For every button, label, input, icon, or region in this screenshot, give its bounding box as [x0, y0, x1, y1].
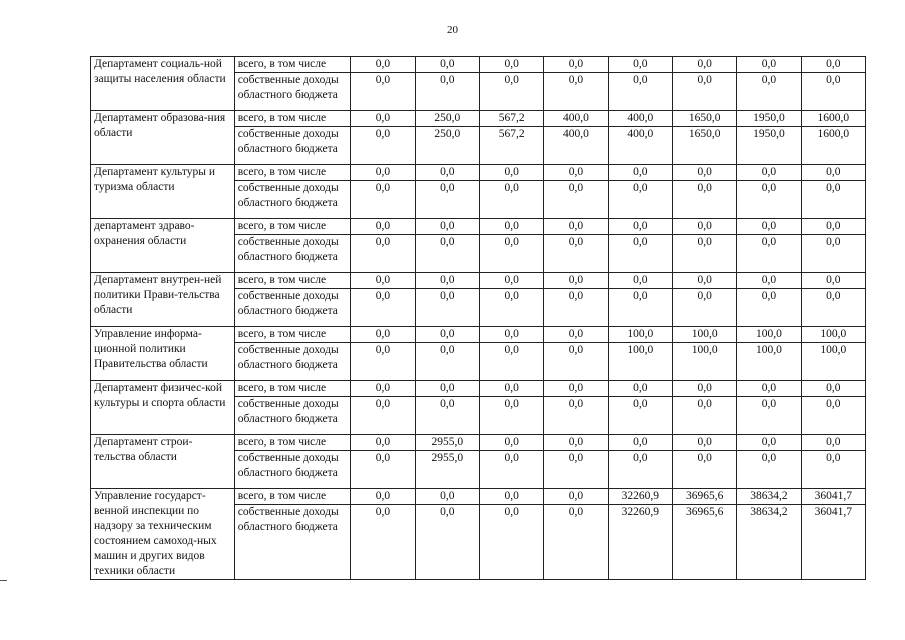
total-value-cell: 567,2 [479, 111, 543, 127]
own-income-value-cell: 0,0 [608, 181, 672, 219]
own-income-value-cell: 0,0 [479, 397, 543, 435]
total-value-cell: 0,0 [544, 219, 608, 235]
total-value-cell: 0,0 [672, 219, 736, 235]
total-value-cell: 0,0 [415, 57, 479, 73]
own-income-value-cell: 2955,0 [415, 451, 479, 489]
own-income-value-cell: 400,0 [608, 127, 672, 165]
total-label: всего, в том числе [234, 111, 351, 127]
total-value-cell: 1650,0 [672, 111, 736, 127]
total-value-cell: 0,0 [672, 57, 736, 73]
total-value-cell: 0,0 [351, 111, 415, 127]
total-value-cell: 0,0 [351, 435, 415, 451]
total-value-cell: 0,0 [351, 57, 415, 73]
own-income-label: собственные доходы областного бюджета [234, 451, 351, 489]
own-income-value-cell: 0,0 [351, 289, 415, 327]
total-value-cell: 0,0 [737, 381, 801, 397]
own-income-value-cell: 0,0 [351, 397, 415, 435]
total-value-cell: 0,0 [479, 57, 543, 73]
own-income-value-cell: 100,0 [801, 343, 865, 381]
total-value-cell: 0,0 [544, 327, 608, 343]
department-name: Департамент внутрен-ней политики Прави-тельства области [91, 273, 235, 327]
total-value-cell: 0,0 [544, 381, 608, 397]
own-income-value-cell: 250,0 [415, 127, 479, 165]
own-income-label: собственные доходы областного бюджета [234, 181, 351, 219]
total-value-cell: 400,0 [608, 111, 672, 127]
total-label: всего, в том числе [234, 273, 351, 289]
total-value-cell: 0,0 [544, 57, 608, 73]
table-row [91, 435, 866, 451]
own-income-value-cell: 0,0 [544, 181, 608, 219]
total-value-cell: 0,0 [544, 489, 608, 505]
table-row [91, 381, 866, 397]
department-name: Департамент культуры и туризма области [91, 165, 235, 219]
page-number: 20 [447, 24, 458, 36]
own-income-value-cell: 32260,9 [608, 505, 672, 580]
total-label: всего, в том числе [234, 327, 351, 343]
own-income-value-cell: 0,0 [608, 397, 672, 435]
own-income-value-cell: 1650,0 [672, 127, 736, 165]
total-value-cell: 0,0 [672, 435, 736, 451]
total-label: всего, в том числе [234, 435, 351, 451]
table-row [91, 273, 866, 289]
department-name: Департамент строи-тельства области [91, 435, 235, 489]
own-income-value-cell: 0,0 [672, 73, 736, 111]
department-name: Департамент социаль-ной защиты населения области [91, 57, 235, 111]
own-income-value-cell: 0,0 [544, 73, 608, 111]
margin-mark [0, 580, 7, 581]
total-value-cell: 0,0 [415, 381, 479, 397]
total-value-cell: 0,0 [608, 273, 672, 289]
total-label: всего, в том числе [234, 489, 351, 505]
table-row [91, 165, 866, 181]
own-income-value-cell: 0,0 [351, 343, 415, 381]
own-income-value-cell: 0,0 [479, 73, 543, 111]
total-value-cell: 0,0 [479, 489, 543, 505]
own-income-label: собственные доходы областного бюджета [234, 73, 351, 111]
own-income-value-cell: 0,0 [801, 289, 865, 327]
total-value-cell: 400,0 [544, 111, 608, 127]
total-value-cell: 0,0 [801, 57, 865, 73]
total-value-cell: 32260,9 [608, 489, 672, 505]
own-income-value-cell: 0,0 [737, 397, 801, 435]
own-income-value-cell: 36965,6 [672, 505, 736, 580]
own-income-value-cell: 0,0 [608, 289, 672, 327]
department-name: департамент здраво-охранения области [91, 219, 235, 273]
table-row [91, 111, 866, 127]
department-name: Департамент образова-ния области [91, 111, 235, 165]
total-label: всего, в том числе [234, 57, 351, 73]
total-value-cell: 36041,7 [801, 489, 865, 505]
total-value-cell: 0,0 [479, 435, 543, 451]
total-value-cell: 0,0 [544, 165, 608, 181]
own-income-value-cell: 567,2 [479, 127, 543, 165]
own-income-value-cell: 0,0 [801, 451, 865, 489]
own-income-value-cell: 0,0 [479, 505, 543, 580]
own-income-value-cell: 0,0 [351, 505, 415, 580]
total-value-cell: 0,0 [801, 381, 865, 397]
own-income-value-cell: 0,0 [479, 343, 543, 381]
department-name: Департамент физичес-кой культуры и спорта области [91, 381, 235, 435]
total-value-cell: 0,0 [351, 273, 415, 289]
own-income-value-cell: 0,0 [351, 73, 415, 111]
own-income-value-cell: 0,0 [672, 181, 736, 219]
total-value-cell: 0,0 [415, 273, 479, 289]
own-income-value-cell: 0,0 [737, 73, 801, 111]
total-value-cell: 0,0 [608, 219, 672, 235]
own-income-value-cell: 0,0 [737, 181, 801, 219]
table-row [91, 489, 866, 505]
total-value-cell: 0,0 [544, 435, 608, 451]
total-value-cell: 0,0 [351, 489, 415, 505]
total-value-cell: 38634,2 [737, 489, 801, 505]
total-value-cell: 0,0 [415, 165, 479, 181]
own-income-value-cell: 400,0 [544, 127, 608, 165]
total-value-cell: 0,0 [608, 435, 672, 451]
table-row [91, 57, 866, 73]
own-income-value-cell: 0,0 [479, 451, 543, 489]
own-income-value-cell: 0,0 [608, 451, 672, 489]
total-value-cell: 100,0 [801, 327, 865, 343]
own-income-value-cell: 100,0 [608, 343, 672, 381]
own-income-value-cell: 0,0 [737, 235, 801, 273]
own-income-value-cell: 0,0 [544, 397, 608, 435]
total-value-cell: 0,0 [801, 165, 865, 181]
total-value-cell: 0,0 [479, 327, 543, 343]
own-income-value-cell: 0,0 [415, 397, 479, 435]
table-row [91, 219, 866, 235]
total-value-cell: 36965,6 [672, 489, 736, 505]
table-row [91, 327, 866, 343]
budget-table-body [91, 57, 866, 580]
own-income-value-cell: 0,0 [608, 73, 672, 111]
total-value-cell: 100,0 [737, 327, 801, 343]
total-label: всего, в том числе [234, 381, 351, 397]
own-income-value-cell: 0,0 [415, 343, 479, 381]
total-value-cell: 1600,0 [801, 111, 865, 127]
own-income-value-cell: 0,0 [801, 73, 865, 111]
total-value-cell: 0,0 [801, 219, 865, 235]
total-value-cell: 0,0 [479, 381, 543, 397]
total-value-cell: 0,0 [737, 435, 801, 451]
own-income-value-cell: 0,0 [544, 343, 608, 381]
total-value-cell: 0,0 [479, 273, 543, 289]
total-value-cell: 0,0 [544, 273, 608, 289]
total-value-cell: 0,0 [672, 165, 736, 181]
own-income-label: собственные доходы областного бюджета [234, 397, 351, 435]
own-income-label: собственные доходы областного бюджета [234, 289, 351, 327]
own-income-value-cell: 1600,0 [801, 127, 865, 165]
own-income-value-cell: 100,0 [672, 343, 736, 381]
own-income-value-cell: 0,0 [415, 289, 479, 327]
own-income-value-cell: 0,0 [479, 181, 543, 219]
total-value-cell: 2955,0 [415, 435, 479, 451]
own-income-value-cell: 0,0 [351, 235, 415, 273]
own-income-value-cell: 0,0 [544, 289, 608, 327]
own-income-value-cell: 0,0 [801, 235, 865, 273]
own-income-value-cell: 0,0 [544, 235, 608, 273]
own-income-value-cell: 100,0 [737, 343, 801, 381]
own-income-value-cell: 0,0 [544, 505, 608, 580]
total-value-cell: 0,0 [801, 273, 865, 289]
total-value-cell: 0,0 [351, 381, 415, 397]
total-value-cell: 0,0 [415, 219, 479, 235]
own-income-value-cell: 0,0 [801, 181, 865, 219]
total-value-cell: 0,0 [479, 165, 543, 181]
total-label: всего, в том числе [234, 219, 351, 235]
own-income-value-cell: 0,0 [479, 235, 543, 273]
total-value-cell: 0,0 [672, 273, 736, 289]
own-income-label: собственные доходы областного бюджета [234, 343, 351, 381]
total-value-cell: 100,0 [672, 327, 736, 343]
own-income-value-cell: 36041,7 [801, 505, 865, 580]
own-income-value-cell: 0,0 [479, 289, 543, 327]
own-income-value-cell: 1950,0 [737, 127, 801, 165]
own-income-value-cell: 0,0 [737, 289, 801, 327]
own-income-label: собственные доходы областного бюджета [234, 235, 351, 273]
total-value-cell: 0,0 [737, 57, 801, 73]
total-value-cell: 100,0 [608, 327, 672, 343]
own-income-value-cell: 0,0 [672, 397, 736, 435]
total-value-cell: 0,0 [801, 435, 865, 451]
total-value-cell: 0,0 [479, 219, 543, 235]
total-value-cell: 250,0 [415, 111, 479, 127]
own-income-label: собственные доходы областного бюджета [234, 505, 351, 580]
total-value-cell: 0,0 [737, 165, 801, 181]
total-value-cell: 0,0 [351, 165, 415, 181]
own-income-value-cell: 0,0 [544, 451, 608, 489]
own-income-value-cell: 0,0 [351, 127, 415, 165]
total-value-cell: 0,0 [737, 219, 801, 235]
own-income-value-cell: 0,0 [351, 451, 415, 489]
department-name: Управление государст-венной инспекции по надзору за техническим состоянием самоход-ных машин и других видов техники области [91, 489, 235, 580]
own-income-value-cell: 0,0 [737, 451, 801, 489]
total-value-cell: 0,0 [351, 219, 415, 235]
own-income-value-cell: 0,0 [608, 235, 672, 273]
total-label: всего, в том числе [234, 165, 351, 181]
total-value-cell: 0,0 [608, 381, 672, 397]
own-income-value-cell: 38634,2 [737, 505, 801, 580]
budget-table [90, 56, 866, 580]
own-income-label: собственные доходы областного бюджета [234, 127, 351, 165]
total-value-cell: 0,0 [415, 489, 479, 505]
own-income-value-cell: 0,0 [415, 181, 479, 219]
own-income-value-cell: 0,0 [415, 235, 479, 273]
own-income-value-cell: 0,0 [672, 289, 736, 327]
total-value-cell: 0,0 [672, 381, 736, 397]
total-value-cell: 0,0 [608, 165, 672, 181]
own-income-value-cell: 0,0 [672, 451, 736, 489]
own-income-value-cell: 0,0 [672, 235, 736, 273]
total-value-cell: 0,0 [351, 327, 415, 343]
own-income-value-cell: 0,0 [415, 73, 479, 111]
total-value-cell: 0,0 [737, 273, 801, 289]
own-income-value-cell: 0,0 [415, 505, 479, 580]
total-value-cell: 0,0 [415, 327, 479, 343]
own-income-value-cell: 0,0 [351, 181, 415, 219]
total-value-cell: 1950,0 [737, 111, 801, 127]
total-value-cell: 0,0 [608, 57, 672, 73]
department-name: Управление информа-ционной политики Правительства области [91, 327, 235, 381]
own-income-value-cell: 0,0 [801, 397, 865, 435]
